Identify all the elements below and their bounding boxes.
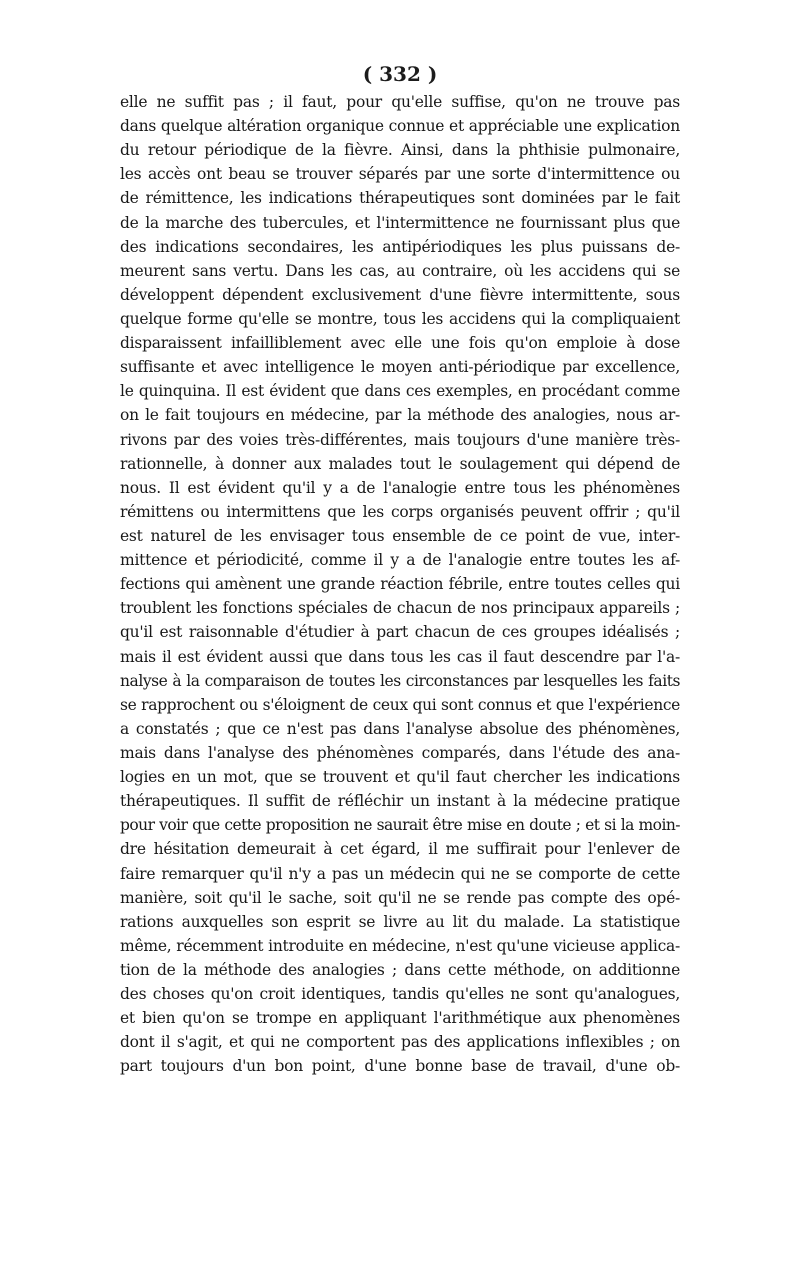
text-line: thérapeutiques. Il suffit de réfléchir un instant à la médecine pratique xyxy=(120,792,680,811)
text-line: dans quelque altération organique connue et appréciable une explication xyxy=(120,117,680,136)
text-line: manière, soit qu'il le sache, soit qu'il ne se rende pas compte des opé- xyxy=(120,888,680,907)
text-line: faire remarquer qu'il n'y a pas un médecin qui ne se comporte de cette xyxy=(120,864,680,883)
text-line: troublent les fonctions spéciales de chacun de nos principaux appareils ; xyxy=(120,599,680,618)
text-line: est naturel de les envisager tous ensemble de ce point de vue, inter- xyxy=(120,526,680,545)
page-number: ( 332 ) xyxy=(362,62,438,86)
text-line: meurent sans vertu. Dans les cas, au contraire, où les accidens qui se xyxy=(120,261,680,280)
text-line: des indications secondaires, les antipériodiques les plus puissans de- xyxy=(120,237,680,256)
text-line: dont il s'agit, et qui ne comportent pas des applications inflexibles ; on xyxy=(120,1033,680,1052)
text-line: on le fait toujours en médecine, par la méthode des analogies, nous ar- xyxy=(120,406,680,425)
text-line: tion de la méthode des analogies ; dans cette méthode, on additionne xyxy=(120,960,680,979)
text-line: même, récemment introduite en médecine, n'est qu'une vicieuse applica- xyxy=(120,936,680,955)
text-line: fections qui amènent une grande réaction fébrile, entre toutes celles qui xyxy=(120,575,680,594)
text-line: développent dépendent exclusivement d'une fièvre intermittente, sous xyxy=(120,285,680,304)
text-line: part toujours d'un bon point, d'une bonne base de travail, d'une ob- xyxy=(120,1057,680,1076)
text-line: de la marche des tubercules, et l'intermittence ne fournissant plus que xyxy=(120,213,680,232)
text-line: suffisante et avec intelligence le moyen anti-périodique par excellence, xyxy=(120,358,680,377)
text-line: nalyse à la comparaison de toutes les circonstances par lesquelles les faits xyxy=(120,671,680,690)
text-line: les accès ont beau se trouver séparés par une sorte d'intermittence ou xyxy=(120,165,680,184)
text-line: et bien qu'on se trompe en appliquant l'arithmétique aux phenomènes xyxy=(120,1009,680,1028)
text-line: rémittens ou intermittens que les corps organisés peuvent offrir ; qu'il xyxy=(120,502,680,521)
text-line: mais il est évident aussi que dans tous les cas il faut descendre par l'a- xyxy=(120,647,680,666)
text-line: du retour périodique de la fièvre. Ainsi, dans la phthisie pulmonaire, xyxy=(120,141,680,160)
text-line: nous. Il est évident qu'il y a de l'analogie entre tous les phénomènes xyxy=(120,478,680,497)
text-line: des choses qu'on croit identiques, tandis qu'elles ne sont qu'analogues, xyxy=(120,985,680,1004)
text-line: mais dans l'analyse des phénomènes comparés, dans l'étude des ana- xyxy=(120,743,680,762)
text-line: disparaissent infailliblement avec elle une fois qu'on emploie à dose xyxy=(120,334,680,353)
text-line: dre hésitation demeurait à cet égard, il me suffirait pour l'enlever de xyxy=(120,840,680,859)
text-line: rations auxquelles son esprit se livre au lit du malade. La statistique xyxy=(120,912,680,931)
text-line: mittence et périodicité, comme il y a de l'analogie entre toutes les af- xyxy=(120,551,680,570)
text-line: le quinquina. Il est évident que dans ces exemples, en procédant comme xyxy=(120,382,680,401)
text-line: a constatés ; que ce n'est pas dans l'analyse absolue des phénomènes, xyxy=(120,719,680,738)
text-line: de rémittence, les indications thérapeutiques sont dominées par le fait xyxy=(120,189,680,208)
text-line: elle ne suffit pas ; il faut, pour qu'elle suffise, qu'on ne trouve pas xyxy=(120,93,680,111)
text-line: quelque forme qu'elle se montre, tous les accidens qui la compliquaient xyxy=(120,309,680,328)
text-line: rationnelle, à donner aux malades tout le soulagement qui dépend de xyxy=(120,454,680,473)
text-line: logies en un mot, que se trouvent et qu'il faut chercher les indications xyxy=(120,768,680,787)
text-line: qu'il est raisonnable d'étudier à part chacun de ces groupes idéalisés ; xyxy=(120,623,680,642)
body-text xyxy=(120,90,680,1078)
text-line: se rapprochent ou s'éloignent de ceux qui sont connus et que l'expérience xyxy=(120,695,680,714)
text-line: pour voir que cette proposition ne saurait être mise en doute ; et si la moin- xyxy=(120,816,680,835)
text-line: rivons par des voies très-différentes, mais toujours d'une manière très- xyxy=(120,430,680,449)
